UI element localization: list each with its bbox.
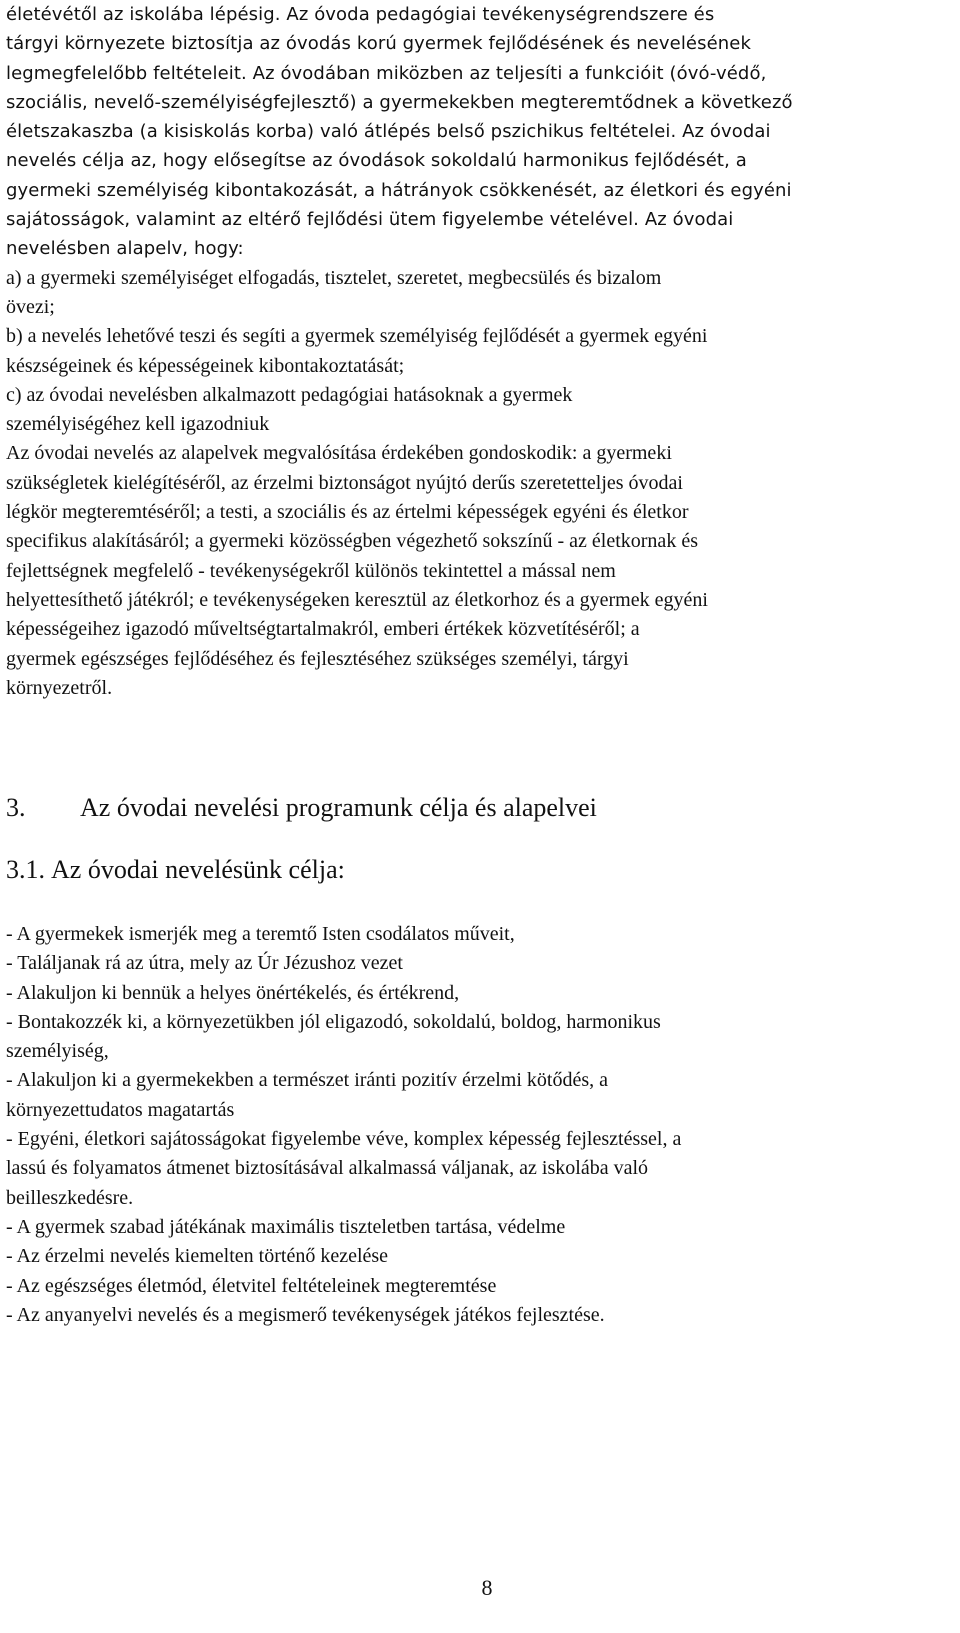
goal-line: - Bontakozzék ki, a környezetükben jól eligazodó, sokoldalú, boldog, harmonikus [6, 1010, 661, 1033]
text-line: készségeinek és képességeinek kibontakoztatását; [6, 354, 405, 377]
goal-line: környezettudatos magatartás [6, 1098, 235, 1121]
goal-list-item [6, 1242, 922, 1271]
section-3-heading [6, 792, 922, 824]
text-line: gyermek egészséges fejlődéséhez és fejlesztéséhez szükséges személyi, tárgyi [6, 647, 629, 670]
text-line: légkör megteremtéséről; a testi, a szociális és az értelmi képességek egyéni és életkor [6, 501, 689, 524]
goal-list-item [6, 949, 922, 978]
section-3-1-heading [6, 854, 922, 886]
goals-list [6, 920, 922, 1330]
text-line: életévétől az iskolába lépésig. Az óvoda pedagógiai tevékenységrendszere és [6, 4, 715, 25]
goal-line: - Az egészséges életmód, életvitel feltételeinek megteremtése [6, 1274, 497, 1297]
goal-list-item [6, 1066, 922, 1125]
goal-list-item [6, 1125, 922, 1213]
goal-line: - Találjanak rá az útra, mely az Úr Jézushoz vezet [6, 952, 403, 975]
section-title: Az óvodai nevelésünk célja: [51, 855, 345, 884]
text-line: gyermeki személyiség kibontakozását, a hátrányok csökkenését, az életkori és egyéni [6, 179, 792, 201]
text-line: sajátosságok, valamint az eltérő fejlődési ütem figyelembe vételével. Az óvodai [6, 209, 734, 231]
text-line: a) a gyermeki személyiséget elfogadás, tisztelet, szeretet, megbecsülés és bizalom [6, 266, 662, 289]
text-line: környezetről. [6, 676, 113, 699]
goal-list-item [6, 979, 922, 1008]
goal-line: - A gyermekek ismerjék meg a teremtő Isten csodálatos műveit, [6, 923, 515, 945]
goal-list-item [6, 1008, 922, 1067]
intro-paragraph-2 [6, 264, 922, 703]
text-line: nevelésben alapelv, hogy: [6, 238, 244, 260]
text-line: szükségletek kielégítéséről, az érzelmi biztonságot nyújtó derűs szeretetteljes óvodai [6, 471, 683, 494]
text-line: szociális, nevelő-személyiségfejlesztő) a gyermekekben megteremtődnek a következő [6, 91, 793, 113]
text-line: képességeihez igazodó műveltségtartalmakról, emberi értékek közvetítéséről; a [6, 618, 640, 641]
section-number: 3. [6, 793, 26, 822]
goal-line: lassú és folyamatos átmenet biztosításával alkalmassá váljanak, az iskolába való [6, 1157, 649, 1180]
text-line: személyiségéhez kell igazodniuk [6, 413, 270, 436]
goal-line: beilleszkedésre. [6, 1186, 134, 1209]
page-number: 8 [481, 1575, 493, 1600]
goal-line: - Az érzelmi nevelés kiemelten történő kezelése [6, 1245, 389, 1268]
section-title: Az óvodai nevelési programunk célja és alapelvei [80, 793, 597, 822]
goal-line: - Egyéni, életkori sajátosságokat figyelembe véve, komplex képesség fejlesztéssel, a [6, 1128, 682, 1151]
goal-list-item [6, 1272, 922, 1301]
text-line: fejlettségnek megfelelő - tevékenységekről különös tekintettel a mással nem [6, 559, 616, 582]
goal-line: - Alakuljon ki bennük a helyes önértékelés, és értékrend, [6, 981, 460, 1004]
goal-list-item [6, 1213, 922, 1242]
goal-list-item [6, 1301, 922, 1330]
text-line: életszakaszba (a kisiskolás korba) való átlépés belső pszichikus feltételei. Az óvodai [6, 121, 771, 143]
intro-text [6, 0, 922, 703]
text-line: specifikus alakításáról; a gyermeki közösségben végezhető sokszínű - az életkornak és [6, 530, 698, 553]
text-line: b) a nevelés lehetővé teszi és segíti a gyermek személyiség fejlődését a gyermek egyéni [6, 325, 708, 348]
section-number: 3.1. [6, 855, 45, 884]
goal-line: - A gyermek szabad játékának maximális tiszteletben tartása, védelme [6, 1215, 566, 1238]
text-line: övezi; [6, 295, 55, 318]
text-line: helyettesíthető játékról; e tevékenységeken keresztül az életkorhoz és a gyermek egyéni [6, 588, 708, 611]
text-line: tárgyi környezete biztosítja az óvodás korú gyermek fejlődésének és nevelésének [6, 33, 751, 55]
goal-line: személyiség, [6, 1040, 109, 1063]
intro-paragraph-1 [6, 0, 922, 264]
text-line: legmegfelelőbb feltételeit. Az óvodában miközben az teljesíti a funkcióit (óvó-védő, [6, 62, 767, 84]
goal-list-item [6, 920, 922, 949]
goal-line: - Alakuljon ki a gyermekekben a természet iránti pozitív érzelmi kötődés, a [6, 1069, 609, 1092]
goal-line: - Az anyanyelvi nevelés és a megismerő tevékenységek játékos fejlesztése. [6, 1303, 605, 1326]
text-line: c) az óvodai nevelésben alkalmazott pedagógiai hatásoknak a gyermek [6, 383, 573, 406]
text-line: nevelés célja az, hogy elősegítse az óvodások sokoldalú harmonikus fejlődését, a [6, 150, 747, 172]
text-line: Az óvodai nevelés az alapelvek megvalósítása érdekében gondoskodik: a gyermeki [6, 442, 672, 465]
